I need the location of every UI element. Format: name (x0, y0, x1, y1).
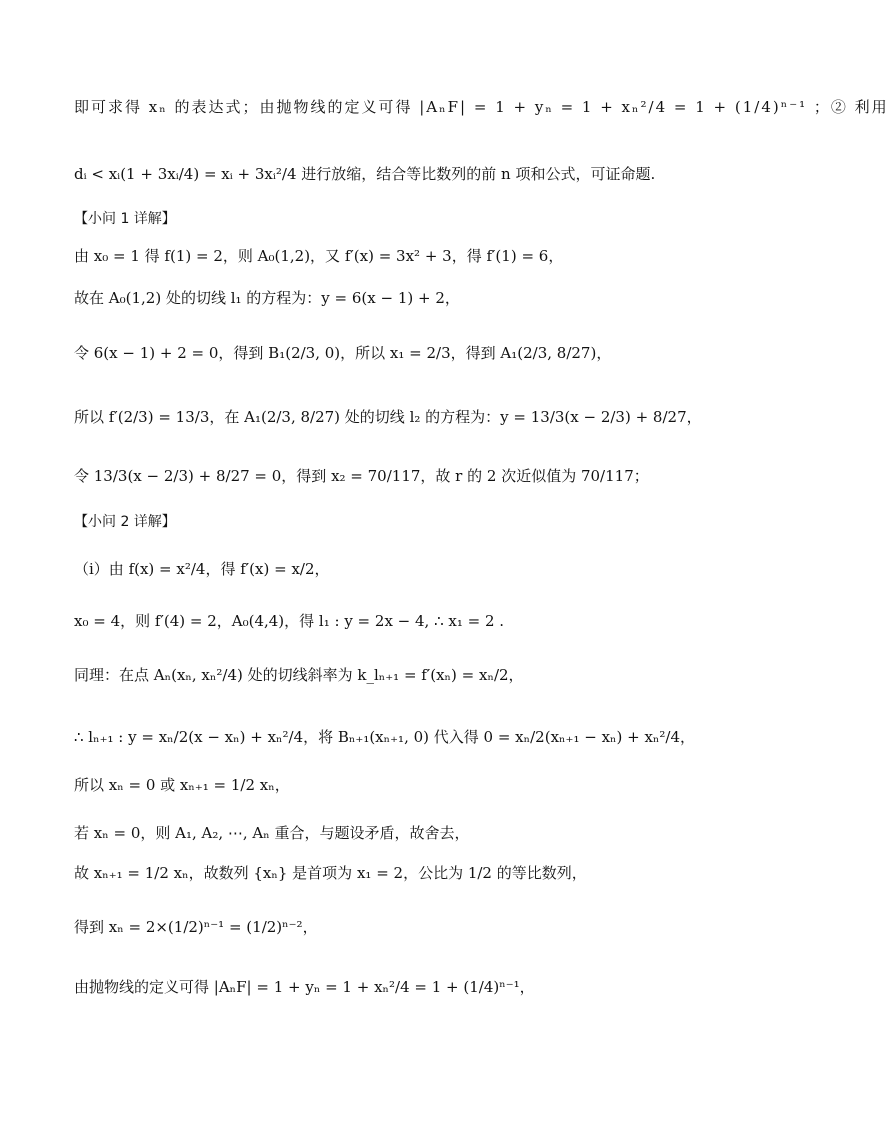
part-i-line-6: 若 xₙ = 0，则 A₁, A₂, ⋯, Aₙ 重合，与题设矛盾，故舍去， (74, 824, 470, 842)
part-i-line-2: x₀ = 4，则 f′(4) = 2，A₀(4,4)，得 l₁ : y = 2x − 4, ∴ x₁ = 2 . (74, 612, 505, 630)
solution-line-5: 令 13/3(x − 2/3) + 8/27 = 0，得到 x₂ = 70/117，故 r 的 2 次近似值为 70/117； (74, 467, 649, 485)
solution-line-1: 由 x₀ = 1 得 f(1) = 2，则 A₀(1,2)，又 f′(x) = 3x² + 3，得 f′(1) = 6， (74, 247, 564, 265)
section-heading-2: 【小问 2 详解】 (74, 514, 176, 530)
solution-line-4: 所以 f′(2/3) = 13/3，在 A₁(2/3, 8/27) 处的切线 l₂ 的方程为：y = 13/3(x − 2/3) + 8/27， (74, 408, 702, 426)
part-i-line-7: 故 xₙ₊₁ = 1/2 xₙ，故数列 {xₙ} 是首项为 x₁ = 2，公比为 1/2 的等比数列， (74, 864, 587, 882)
part-i-line-3: 同理：在点 Aₙ(xₙ, xₙ²/4) 处的切线斜率为 k_lₙ₊₁ = f′(xₙ) = xₙ/2， (74, 666, 524, 684)
intro-line-2: dᵢ < xᵢ(1 + 3xᵢ/4) = xᵢ + 3xᵢ²/4 进行放缩，结合等比数列的前 n 项和公式，可证命题. (74, 165, 656, 183)
part-i-line-4: ∴ lₙ₊₁ : y = xₙ/2(x − xₙ) + xₙ²/4，将 Bₙ₊₁(xₙ₊₁, 0) 代入得 0 = xₙ/2(xₙ₊₁ − xₙ) + xₙ²/4， (74, 728, 696, 746)
part-i-line-1: （i）由 f(x) = x²/4，得 f′(x) = x/2， (74, 560, 330, 578)
intro-line-1: 即可求得 xₙ 的表达式；由抛物线的定义可得 |AₙF| = 1 + yₙ = 1 + xₙ²/4 = 1 + (1/4)ⁿ⁻¹ ；② 利用 (74, 98, 889, 116)
solution-line-3: 令 6(x − 1) + 2 = 0，得到 B₁(2/3, 0)，所以 x₁ = 2/3，得到 A₁(2/3, 8/27)， (74, 344, 612, 362)
section-heading-1: 【小问 1 详解】 (74, 211, 176, 227)
part-i-line-8: 得到 xₙ = 2×(1/2)ⁿ⁻¹ = (1/2)ⁿ⁻²， (74, 918, 318, 936)
part-i-line-5: 所以 xₙ = 0 或 xₙ₊₁ = 1/2 xₙ， (74, 776, 290, 794)
solution-line-2: 故在 A₀(1,2) 处的切线 l₁ 的方程为：y = 6(x − 1) + 2， (74, 289, 460, 307)
part-i-line-9: 由抛物线的定义可得 |AₙF| = 1 + yₙ = 1 + xₙ²/4 = 1 + (1/4)ⁿ⁻¹， (74, 978, 535, 996)
